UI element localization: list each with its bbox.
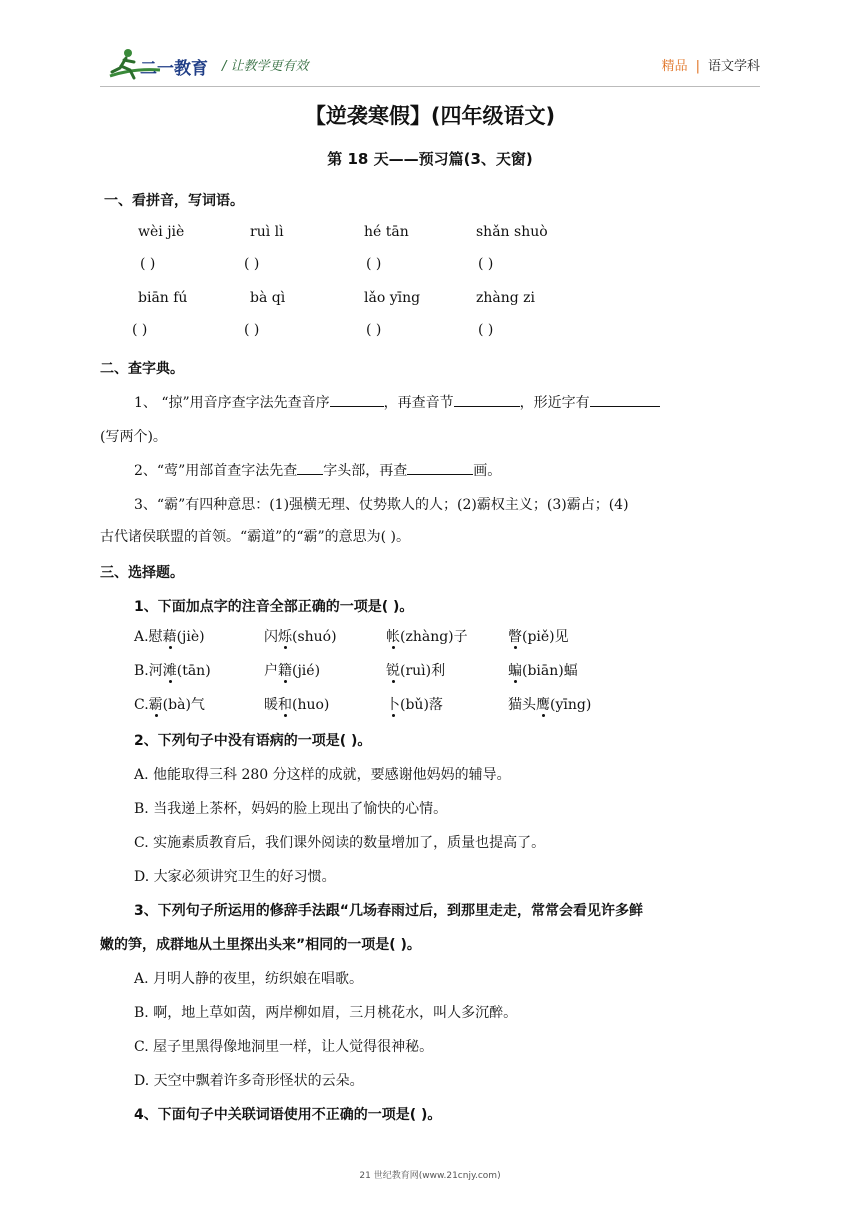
answer-paren[interactable]: ( ) [140,256,156,272]
dictionary-question-1-cont: (写两个)。 [100,429,167,445]
option-b-word: 锐(ruì)利 [386,660,445,680]
answer-paren[interactable]: ( ) [478,256,494,272]
answer-blank[interactable] [407,460,473,475]
option-b[interactable]: B.河滩(tān) [134,660,211,680]
answer-paren[interactable]: ( ) [244,256,260,272]
header-separator: | [695,59,700,74]
answer-blank[interactable] [297,460,323,475]
pinyin-item: shǎn shuò [476,224,548,240]
header-divider [100,86,760,87]
option-c-word: 暖和(huo) [264,694,329,714]
subject-label: 语文学科 [707,59,760,74]
answer-blank[interactable] [590,392,660,407]
section-2-heading: 二、查字典。 [100,361,184,377]
option-d[interactable]: D. 天空中飘着许多奇形怪状的云朵。 [134,1073,364,1089]
choice-question-3: 3、下列句子所运用的修辞手法跟“几场春雨过后，到那里走走，常常会看见许多鲜 [134,903,643,919]
dictionary-question-2: 2、“莺”用部首查字法先查 字头部，再查 画。 [134,460,501,480]
pinyin-item: ruì lì [250,224,284,240]
pinyin-item: hé tān [364,224,409,240]
option-a-word: 帐(zhàng)子 [386,626,468,646]
option-a[interactable]: A. 月明人静的夜里，纺织娘在唱歌。 [134,971,364,987]
brand-slogan: / 让教学更有效 [222,59,309,74]
option-b[interactable]: B. 啊，地上草如茵，两岸柳如眉，三月桃花水，叫人多沉醉。 [134,1005,518,1021]
answer-blank[interactable] [330,392,384,407]
pinyin-item: zhàng zi [476,290,536,306]
option-b-word: 户籍(jié) [264,660,320,680]
pinyin-item: biān fú [138,290,188,306]
option-c[interactable]: C. 实施素质教育后，我们课外阅读的数量增加了，质量也提高了。 [134,835,546,851]
dictionary-question-3: 3、“霸”有四种意思：(1)强横无理、仗势欺人的人；(2)霸权主义；(3)霸占；(4) [134,497,629,513]
option-c-word: 猫头鹰(yīng) [508,694,591,714]
pinyin-item: wèi jiè [138,224,185,240]
dictionary-question-1: 1、 “掠”用音序查字法先查音序 ，再查音节 ，形近字有 [134,392,660,412]
page-subtitle: 第 18 天——预习篇(3、天窗) [327,150,533,168]
option-b[interactable]: B. 当我递上茶杯，妈妈的脸上现出了愉快的心情。 [134,801,448,817]
answer-paren[interactable]: ( ) [366,256,382,272]
header-right [662,55,760,74]
page-title: 【逆袭寒假】(四年级语文) [304,104,556,128]
section-3-heading: 三、选择题。 [100,565,184,581]
answer-paren[interactable]: ( ) [478,322,494,338]
answer-paren[interactable]: ( ) [132,322,148,338]
option-c[interactable]: C.霸(bà)气 [134,694,205,714]
answer-blank[interactable] [454,392,520,407]
option-b-word: 蝙(biān)蝠 [508,660,578,680]
jingpin-label: 精品 [661,59,688,74]
pinyin-item: bà qì [250,290,286,306]
section-1-heading: 一、看拼音，写词语。 [104,193,244,209]
option-a-word: 瞥(piě)见 [508,626,569,646]
option-d[interactable]: D. 大家必须讲究卫生的好习惯。 [134,869,336,885]
pinyin-item: lǎo yīng [364,290,421,306]
option-c[interactable]: C. 屋子里黑得像地洞里一样，让人觉得很神秘。 [134,1039,434,1055]
choice-question-2: 2、下列句子中没有语病的一项是( )。 [134,733,372,749]
option-a[interactable]: A.慰藉(jiè) [134,626,205,646]
choice-question-3-cont: 嫩的笋，成群地从土里探出头来”相同的一项是( )。 [100,937,421,953]
option-a[interactable]: A. 他能取得三科 280 分这样的成就，要感谢他妈妈的辅导。 [134,767,511,783]
choice-question-4: 4、下面句子中关联词语使用不正确的一项是( )。 [134,1107,442,1123]
option-c-word: 卜(bǔ)落 [386,694,443,714]
choice-question-1: 1、下面加点字的注音全部正确的一项是( )。 [134,599,414,615]
brand-name: 二一教育 [140,59,208,79]
option-a-word: 闪烁(shuó) [264,626,337,646]
page-footer: 21 世纪教育网(www.21cnjy.com) [359,1171,501,1181]
answer-paren[interactable]: ( ) [244,322,260,338]
dictionary-question-3-cont: 古代诸侯联盟的首领。“霸道”的“霸”的意思为( )。 [100,529,411,545]
answer-paren[interactable]: ( ) [366,322,382,338]
